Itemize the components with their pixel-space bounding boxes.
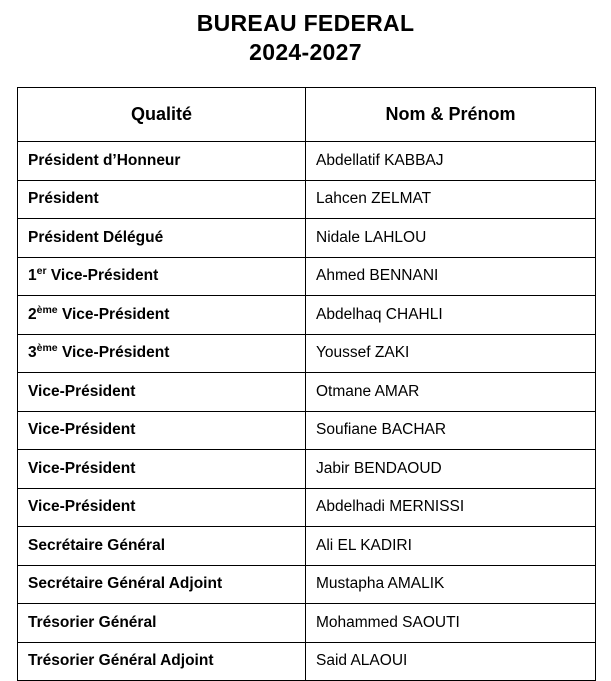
table-row xyxy=(18,527,596,566)
qualite-text-rest: Vice-Président xyxy=(57,344,170,362)
table-row xyxy=(18,373,596,412)
cell-qualite xyxy=(18,180,306,219)
table-row xyxy=(18,142,596,181)
page-subtitle: 2024-2027 xyxy=(249,39,362,66)
table-row xyxy=(18,642,596,681)
cell-nom-prenom: Mustapha AMALIK xyxy=(306,565,596,604)
qualite-text: Vice-Président xyxy=(28,498,136,516)
cell-qualite xyxy=(18,411,306,450)
cell-nom-prenom: Abdelhadi MERNISSI xyxy=(306,488,596,527)
table-row xyxy=(18,565,596,604)
qualite-text: 3 xyxy=(28,344,37,362)
cell-qualite xyxy=(18,604,306,643)
table-row xyxy=(18,604,596,643)
cell-nom-prenom: Abdelhaq CHAHLI xyxy=(306,296,596,335)
cell-nom-prenom: Mohammed SAOUTI xyxy=(306,604,596,643)
qualite-ordinal-suffix: ème xyxy=(36,342,58,355)
cell-nom-prenom: Abdellatif KABBAJ xyxy=(306,142,596,181)
cell-qualite xyxy=(18,527,306,566)
table-row xyxy=(18,488,596,527)
qualite-ordinal-suffix: er xyxy=(36,265,47,278)
table-row xyxy=(18,450,596,489)
table-row xyxy=(18,257,596,296)
cell-qualite xyxy=(18,488,306,527)
board-members-table xyxy=(17,87,596,681)
cell-qualite xyxy=(18,257,306,296)
cell-nom-prenom: Ahmed BENNANI xyxy=(306,257,596,296)
cell-nom-prenom: Jabir BENDAOUD xyxy=(306,450,596,489)
qualite-text: Secrétaire Général Adjoint xyxy=(28,575,223,593)
cell-qualite xyxy=(18,296,306,335)
cell-qualite xyxy=(18,642,306,681)
qualite-text: Président xyxy=(28,190,99,208)
cell-qualite xyxy=(18,565,306,604)
table-row xyxy=(18,180,596,219)
table-header xyxy=(18,88,596,142)
qualite-text: Trésorier Général xyxy=(28,613,157,631)
qualite-text-rest: Vice-Président xyxy=(46,267,159,285)
column-header-qualite: Qualité xyxy=(18,88,306,142)
cell-nom-prenom: Lahcen ZELMAT xyxy=(306,180,596,219)
cell-qualite xyxy=(18,219,306,258)
qualite-text: Trésorier Général Adjoint xyxy=(28,652,214,670)
qualite-text: Vice-Président xyxy=(28,459,136,477)
table-body xyxy=(18,142,596,681)
table-row xyxy=(18,296,596,335)
qualite-text: Président d’Honneur xyxy=(28,151,181,169)
qualite-text: 2 xyxy=(28,305,37,323)
cell-nom-prenom: Said ALAOUI xyxy=(306,642,596,681)
qualite-text: 1 xyxy=(28,267,37,285)
cell-nom-prenom: Nidale LAHLOU xyxy=(306,219,596,258)
qualite-text: Vice-Président xyxy=(28,382,136,400)
qualite-text-rest: Vice-Président xyxy=(57,305,170,323)
cell-nom-prenom: Ali EL KADIRI xyxy=(306,527,596,566)
cell-nom-prenom: Soufiane BACHAR xyxy=(306,411,596,450)
qualite-text: Secrétaire Général xyxy=(28,536,166,554)
cell-nom-prenom: Youssef ZAKI xyxy=(306,334,596,373)
page-title: BUREAU FEDERAL xyxy=(196,10,415,36)
column-header-nom-prenom: Nom & Prénom xyxy=(306,88,596,142)
table-row xyxy=(18,411,596,450)
cell-qualite xyxy=(18,142,306,181)
cell-qualite xyxy=(18,450,306,489)
cell-qualite xyxy=(18,334,306,373)
table-header-row xyxy=(18,88,596,142)
table-row xyxy=(18,334,596,373)
cell-nom-prenom: Otmane AMAR xyxy=(306,373,596,412)
cell-qualite xyxy=(18,373,306,412)
qualite-text: Vice-Président xyxy=(28,421,136,439)
board-table-container xyxy=(17,87,595,681)
qualite-text: Président Délégué xyxy=(28,228,164,246)
qualite-ordinal-suffix: ème xyxy=(36,303,58,316)
table-row xyxy=(18,219,596,258)
